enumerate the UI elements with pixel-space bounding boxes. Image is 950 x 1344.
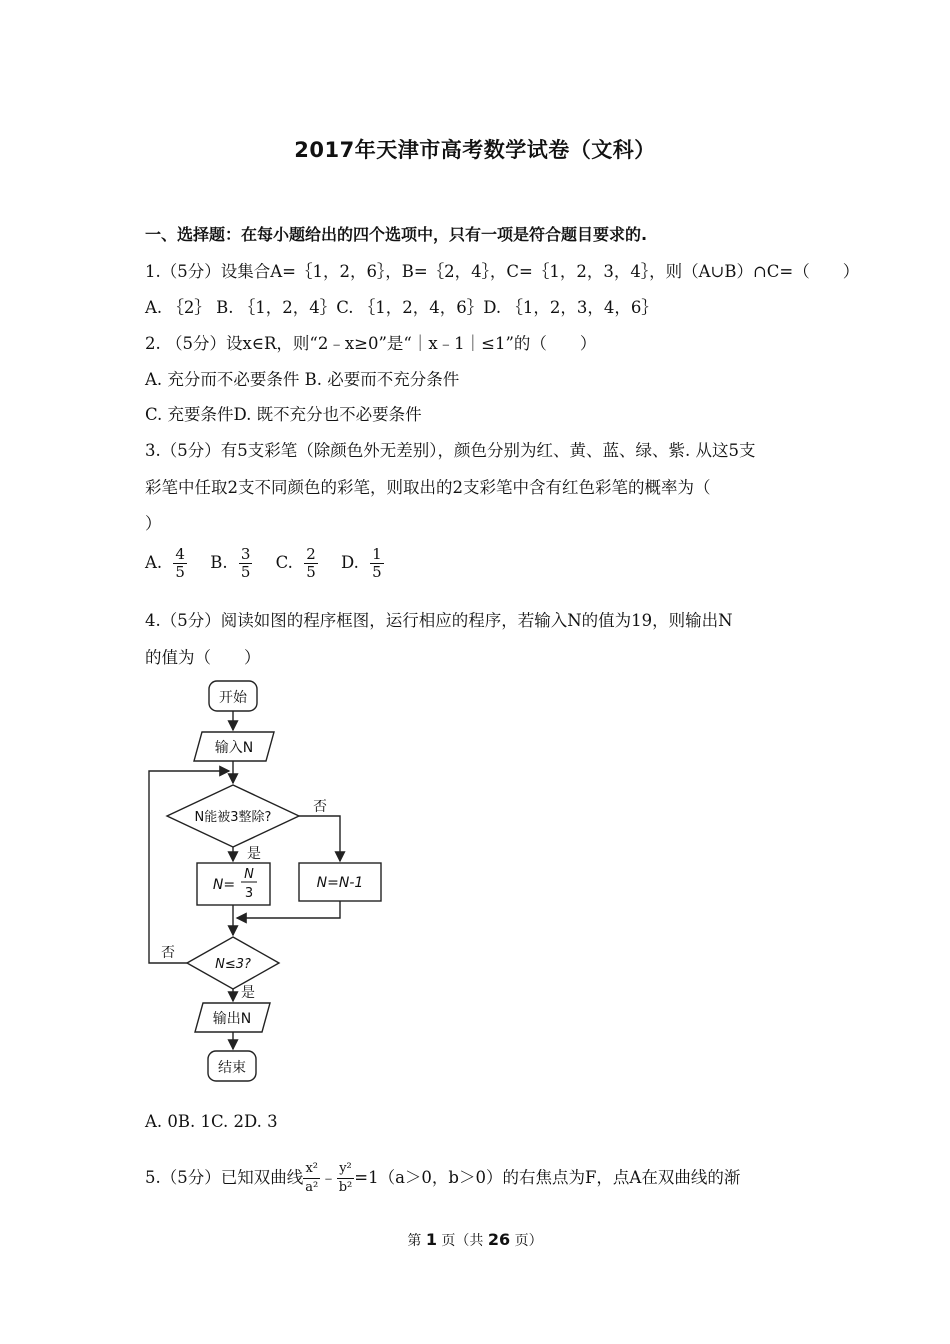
question-3-option-b (210, 546, 256, 581)
fraction-numerator: 3 (240, 545, 251, 563)
section-heading: 一、选择题：在每小题给出的四个选项中，只有一项是符合题目要求的. (145, 225, 648, 244)
footer-middle: 页（共 (436, 1233, 488, 1249)
fraction-numerator: 2 (306, 545, 316, 563)
question-3-line-1: 3.（5分）有5支彩笔（除颜色外无差别），颜色分别为红、黄、蓝、绿、紫. 从这5支 (145, 441, 756, 460)
flow-assign-divide-num: N (244, 867, 254, 882)
question-3-option-a (145, 546, 191, 581)
option-label: C. (275, 553, 293, 572)
fraction-numerator: x² (303, 1160, 320, 1179)
question-2-options-ab: A. 充分而不必要条件 B. 必要而不充分条件 (145, 370, 460, 389)
fraction-denominator: a² (305, 1180, 319, 1195)
flow-input-label: 输入N (214, 740, 254, 756)
page-title: 2017年天津市高考数学试卷（文科） (294, 138, 656, 162)
flow-output-label: 输出N (212, 1011, 252, 1027)
flow-assign-divide-den: 3 (244, 886, 254, 901)
question-5-line-1 (145, 1160, 740, 1197)
footer-prefix: 第 (407, 1233, 426, 1249)
page-footer (0, 1230, 950, 1250)
flow-yes2-label: 是 (241, 985, 255, 1001)
fraction-denominator: 5 (175, 563, 185, 581)
flow-loop-arrow (149, 771, 229, 963)
fraction-x (303, 1160, 320, 1197)
question-3-option-d (341, 546, 388, 581)
flow-cond1-label: N能被3整除? (194, 810, 272, 825)
flow-assign-divide-lhs: N= (212, 877, 236, 893)
flow-arrow (237, 901, 340, 918)
question-4-line-2: 的值为（ ） (145, 648, 261, 667)
option-label: D. (340, 553, 359, 572)
flow-end-label: 结束 (218, 1060, 246, 1076)
flow-start-label: 开始 (219, 690, 247, 706)
fraction (370, 546, 384, 581)
option-label: A. (145, 553, 163, 572)
fraction (173, 546, 187, 581)
question-2-options-cd: C. 充要条件D. 既不充分也不必要条件 (145, 405, 422, 424)
minus-sign: ﹣ (320, 1168, 337, 1187)
fraction (304, 546, 318, 581)
question-5-prefix: 5.（5分）已知双曲线 (145, 1168, 304, 1187)
fraction (239, 546, 253, 581)
page-total: 26 (487, 1230, 511, 1249)
question-3-option-c (276, 546, 322, 581)
question-1-options: A. ｛2｝ B. ｛1，2，4｝C. ｛1，2，4，6｝D. ｛1，2，3，4，6｝ (145, 298, 658, 317)
fraction-denominator: 5 (240, 563, 251, 581)
question-3-options (145, 546, 402, 581)
fraction-denominator: b² (338, 1180, 353, 1195)
fraction-numerator: 4 (175, 545, 185, 563)
question-3-line-2: 彩笔中任取2支不同颜色的彩笔，则取出的2支彩笔中含有红色彩笔的概率为（ (145, 478, 711, 497)
footer-suffix: 页） (510, 1233, 543, 1249)
program-flowchart (140, 675, 400, 1090)
question-2-stem: 2. （5分）设x∈R，则“2﹣x≥0”是“｜x﹣1｜≤1”的（ ） (145, 334, 597, 353)
question-5-suffix: =1（a＞0，b＞0）的右焦点为F，点A在双曲线的渐 (354, 1168, 741, 1187)
fraction-numerator: y² (337, 1160, 355, 1179)
question-3-line-3: ） (145, 514, 162, 533)
flow-no1-label: 否 (313, 799, 327, 815)
question-1-stem: 1.（5分）设集合A=｛1，2，6｝，B=｛2，4｝，C=｛1，2，3，4｝，则（A∪B）∩C=（ ） (145, 262, 860, 281)
fraction-numerator: 1 (372, 545, 382, 563)
question-4-line-1: 4.（5分）阅读如图的程序框图，运行相应的程序，若输入N的值为19，则输出N (145, 611, 733, 630)
flow-assign-minus-label: N=N-1 (316, 875, 364, 891)
fraction-denominator: 5 (372, 563, 382, 581)
page-number: 1 (425, 1230, 437, 1249)
question-4-options: A. 0B. 1C. 2D. 3 (145, 1112, 278, 1131)
fraction-y (337, 1160, 355, 1197)
flow-yes1-label: 是 (247, 846, 261, 862)
flow-arrow (299, 816, 340, 861)
option-label: B. (210, 553, 228, 572)
flow-no2-label: 否 (161, 945, 175, 961)
fraction-denominator: 5 (306, 563, 316, 581)
flow-cond2-label: N≤3? (215, 957, 251, 972)
